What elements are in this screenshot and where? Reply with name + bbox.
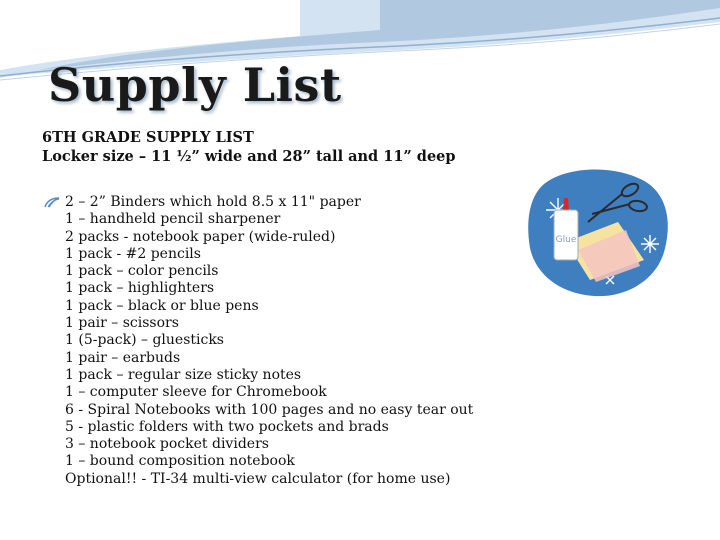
list-item: 6 - Spiral Notebooks with 100 pages and no easy tear out [65,401,474,418]
list-item: 1 pack – highlighters [65,280,215,297]
list-item: 1 pack - #2 pencils [65,245,201,262]
list-item: 1 (5-pack) – gluesticks [65,332,224,349]
list-item: 1 – computer sleeve for Chromebook [65,384,327,401]
list-item: 1 – handheld pencil sharpener [65,211,281,228]
grade-heading: 6TH GRADE SUPPLY LIST [42,129,254,146]
list-item: 1 pack – regular size sticky notes [65,366,302,383]
list-item: 2 – 2” Binders which hold 8.5 x 11" paper [44,194,473,211]
list-item: 2 packs - notebook paper (wide-ruled) [65,228,336,245]
list-item: 3 – notebook pocket dividers [65,436,269,453]
locker-size-heading: Locker size – 11 ½” wide and 28” tall and 11” deep [42,148,456,165]
school-supplies-clipart [526,164,672,299]
list-item: Optional!! - TI-34 multi-view calculator (for home use) [65,470,451,487]
supply-list [44,194,473,488]
list-item: 1 pack – black or blue pens [65,297,259,314]
page-title: Supply List [48,58,342,112]
list-item: 1 pair – earbuds [65,349,181,366]
list-item: 1 pack – color pencils [65,263,219,280]
list-item: 1 – bound composition notebook [65,453,295,470]
list-item: 5 - plastic folders with two pockets and brads [65,418,389,435]
subheading-block [42,128,456,166]
bullet-icon [44,197,60,208]
glue-label: Glue [555,235,577,245]
list-item: 1 pair – scissors [65,315,179,332]
